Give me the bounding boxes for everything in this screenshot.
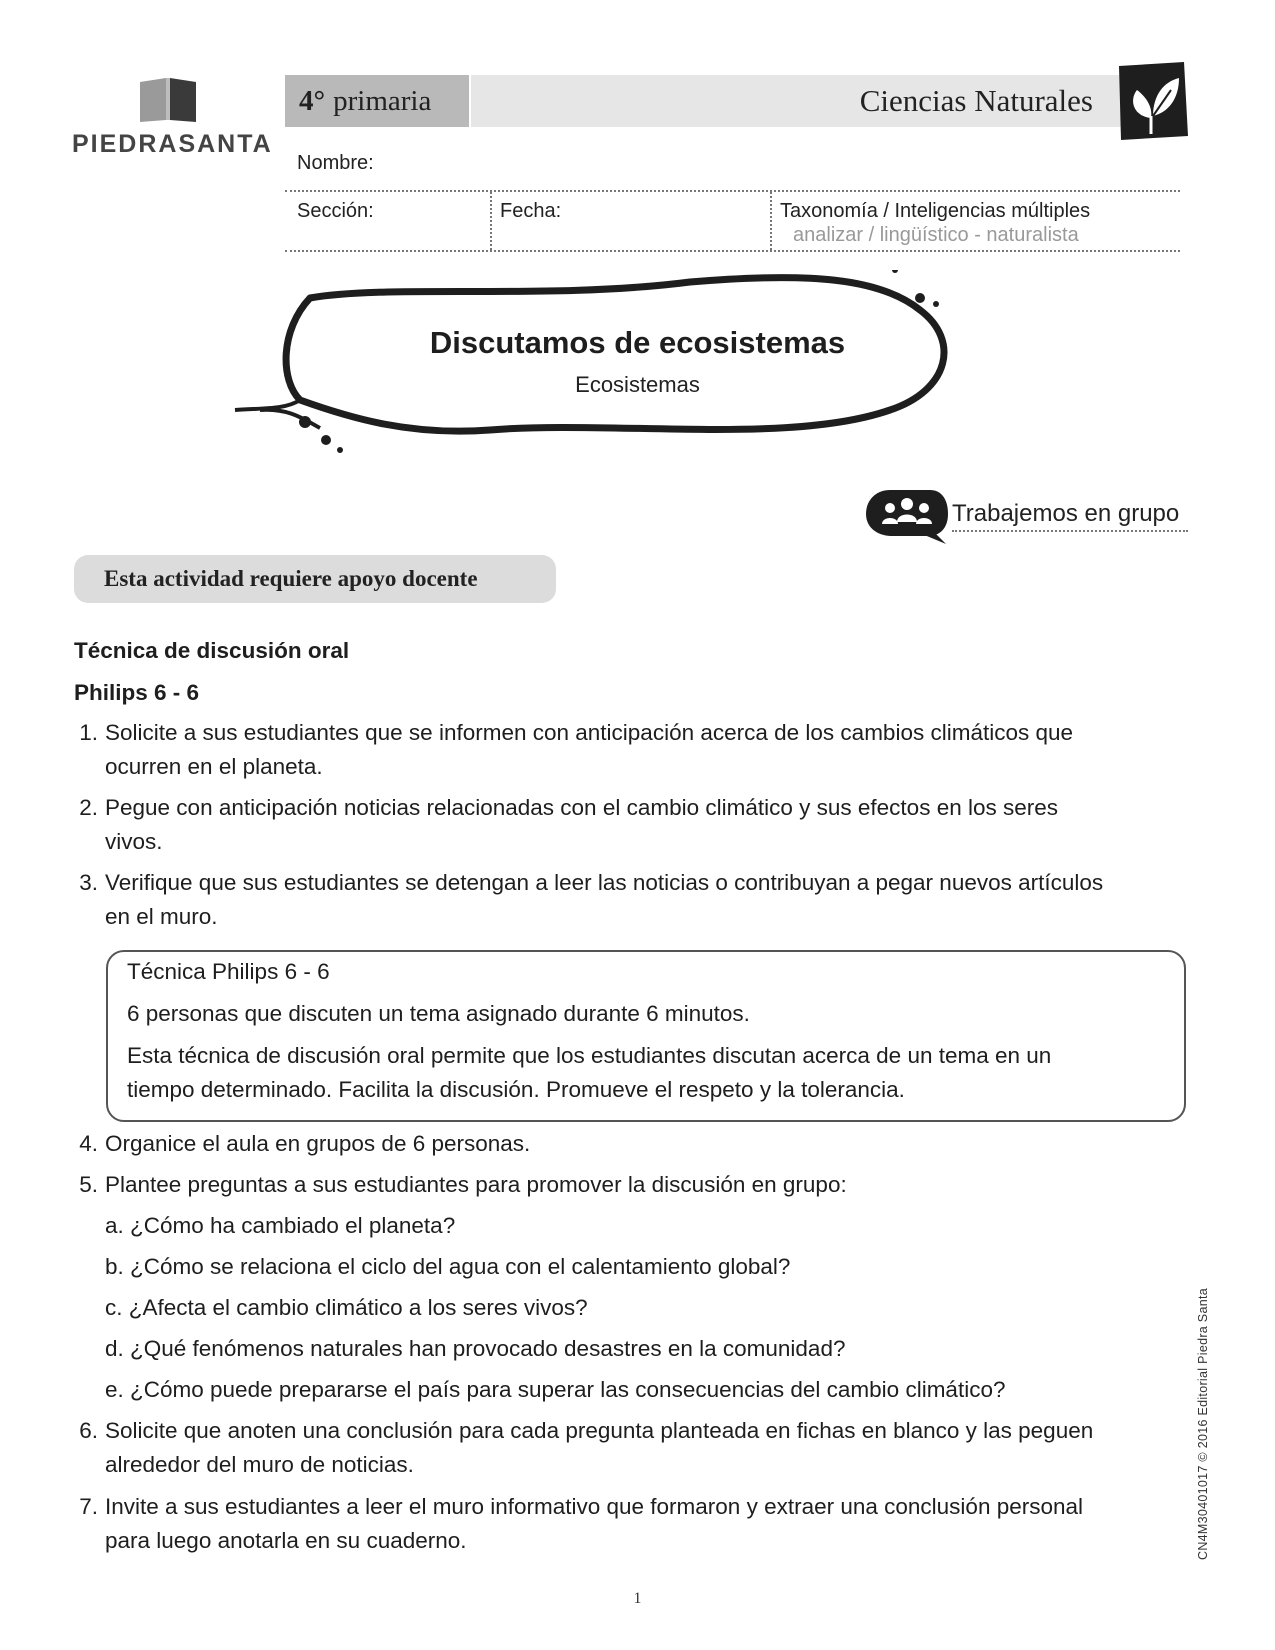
step-number: 4.	[79, 1131, 98, 1156]
technique-subheading: Philips 6 - 6	[74, 680, 200, 705]
step-text	[105, 1414, 1195, 1482]
activity-title: Discutamos de ecosistemas	[429, 325, 846, 360]
step-line: vivos.	[105, 829, 163, 854]
step-line: Verifique que sus estudiantes se detengan a leer las noticias o contribuyan a pegar nuevos artículos	[105, 870, 1104, 895]
grade-text: primaria	[333, 84, 432, 117]
step-line: Invite a sus estudiantes a leer el muro informativo que formaron y extraer una conclusión personal	[105, 1494, 1084, 1519]
title-speech-bubble	[230, 270, 980, 455]
field-divider	[770, 192, 772, 250]
step-text: Plantee preguntas a sus estudiantes para promover la discusión en grupo:	[105, 1172, 847, 1197]
question-item: d. ¿Qué fenómenos naturales han provocado desastres en la comunidad?	[105, 1336, 846, 1361]
taxonomy-values: analizar / lingüístico - naturalista	[793, 224, 1079, 246]
step-number: 6.	[79, 1418, 98, 1443]
name-field-line[interactable]	[285, 190, 1180, 192]
grade-label	[285, 75, 469, 127]
step-line: Solicite a sus estudiantes que se informen con anticipación acerca de los cambios climáticos que	[105, 720, 1074, 745]
teacher-support-text: Esta actividad requiere apoyo docente	[104, 566, 478, 591]
technique-heading: Técnica de discusión oral	[74, 638, 350, 663]
step-number: 7.	[79, 1494, 98, 1519]
activity-subtitle: Ecosistemas	[575, 372, 700, 397]
leaf-icon	[1113, 60, 1190, 142]
group-speech-icon	[862, 488, 950, 544]
teacher-support-badge	[74, 555, 556, 603]
info-box-title: Técnica Philips 6 - 6	[127, 959, 330, 984]
page-number: 1	[633, 1590, 642, 1607]
subject-text: Ciencias Naturales	[859, 83, 1093, 118]
subject-title	[471, 75, 1121, 127]
info-box-line: Esta técnica de discusión oral permite que los estudiantes discutan acerca de un tema en un	[127, 1043, 1052, 1068]
date-label: Fecha:	[500, 200, 562, 222]
book-icon	[138, 74, 198, 124]
step-number: 1.	[79, 720, 98, 745]
info-box-line: 6 personas que discuten un tema asignado durante 6 minutos.	[127, 1001, 750, 1026]
step-number: 2.	[79, 795, 98, 820]
question-item: b. ¿Cómo se relaciona el ciclo del agua con el calentamiento global?	[105, 1254, 791, 1279]
name-label: Nombre:	[297, 152, 374, 174]
step-text	[105, 1490, 1195, 1558]
step-line: para luego anotarla en su cuaderno.	[105, 1528, 467, 1553]
taxonomy-label: Taxonomía / Inteligencias múltiples	[780, 200, 1091, 222]
step-number: 3.	[79, 870, 98, 895]
field-divider	[490, 192, 492, 250]
step-line: en el muro.	[105, 904, 218, 929]
step-text	[105, 791, 1195, 859]
step-number: 5.	[79, 1172, 98, 1197]
brand-logo-text: PIEDRASANTA	[72, 130, 273, 158]
info-box-line: tiempo determinado. Facilita la discusión. Promueve el respeto y la tolerancia.	[127, 1077, 905, 1102]
step-line: Pegue con anticipación noticias relacionadas con el cambio climático y sus efectos en los seres	[105, 795, 1059, 820]
copyright-credit: CN4M30401017 © 2016 Editorial Piedra Santa	[1196, 1288, 1210, 1560]
section-label: Sección:	[297, 200, 374, 222]
question-item: a. ¿Cómo ha cambiado el planeta?	[105, 1213, 456, 1238]
question-item: c. ¿Afecta el cambio climático a los seres vivos?	[105, 1295, 588, 1320]
form-bottom-line	[285, 250, 1180, 252]
group-work-label: Trabajemos en grupo	[952, 500, 1188, 532]
step-line: ocurren en el planeta.	[105, 754, 323, 779]
question-item: e. ¿Cómo puede prepararse el país para superar las consecuencias del cambio climático?	[105, 1377, 1006, 1402]
step-line: alrededor del muro de noticias.	[105, 1452, 414, 1477]
step-line: Solicite que anoten una conclusión para cada pregunta planteada en fichas en blanco y las peguen	[105, 1418, 1094, 1443]
grade-number: 4°	[299, 84, 326, 117]
step-text	[105, 716, 1195, 784]
step-text: Organice el aula en grupos de 6 personas.	[105, 1131, 531, 1156]
step-text	[105, 866, 1195, 934]
